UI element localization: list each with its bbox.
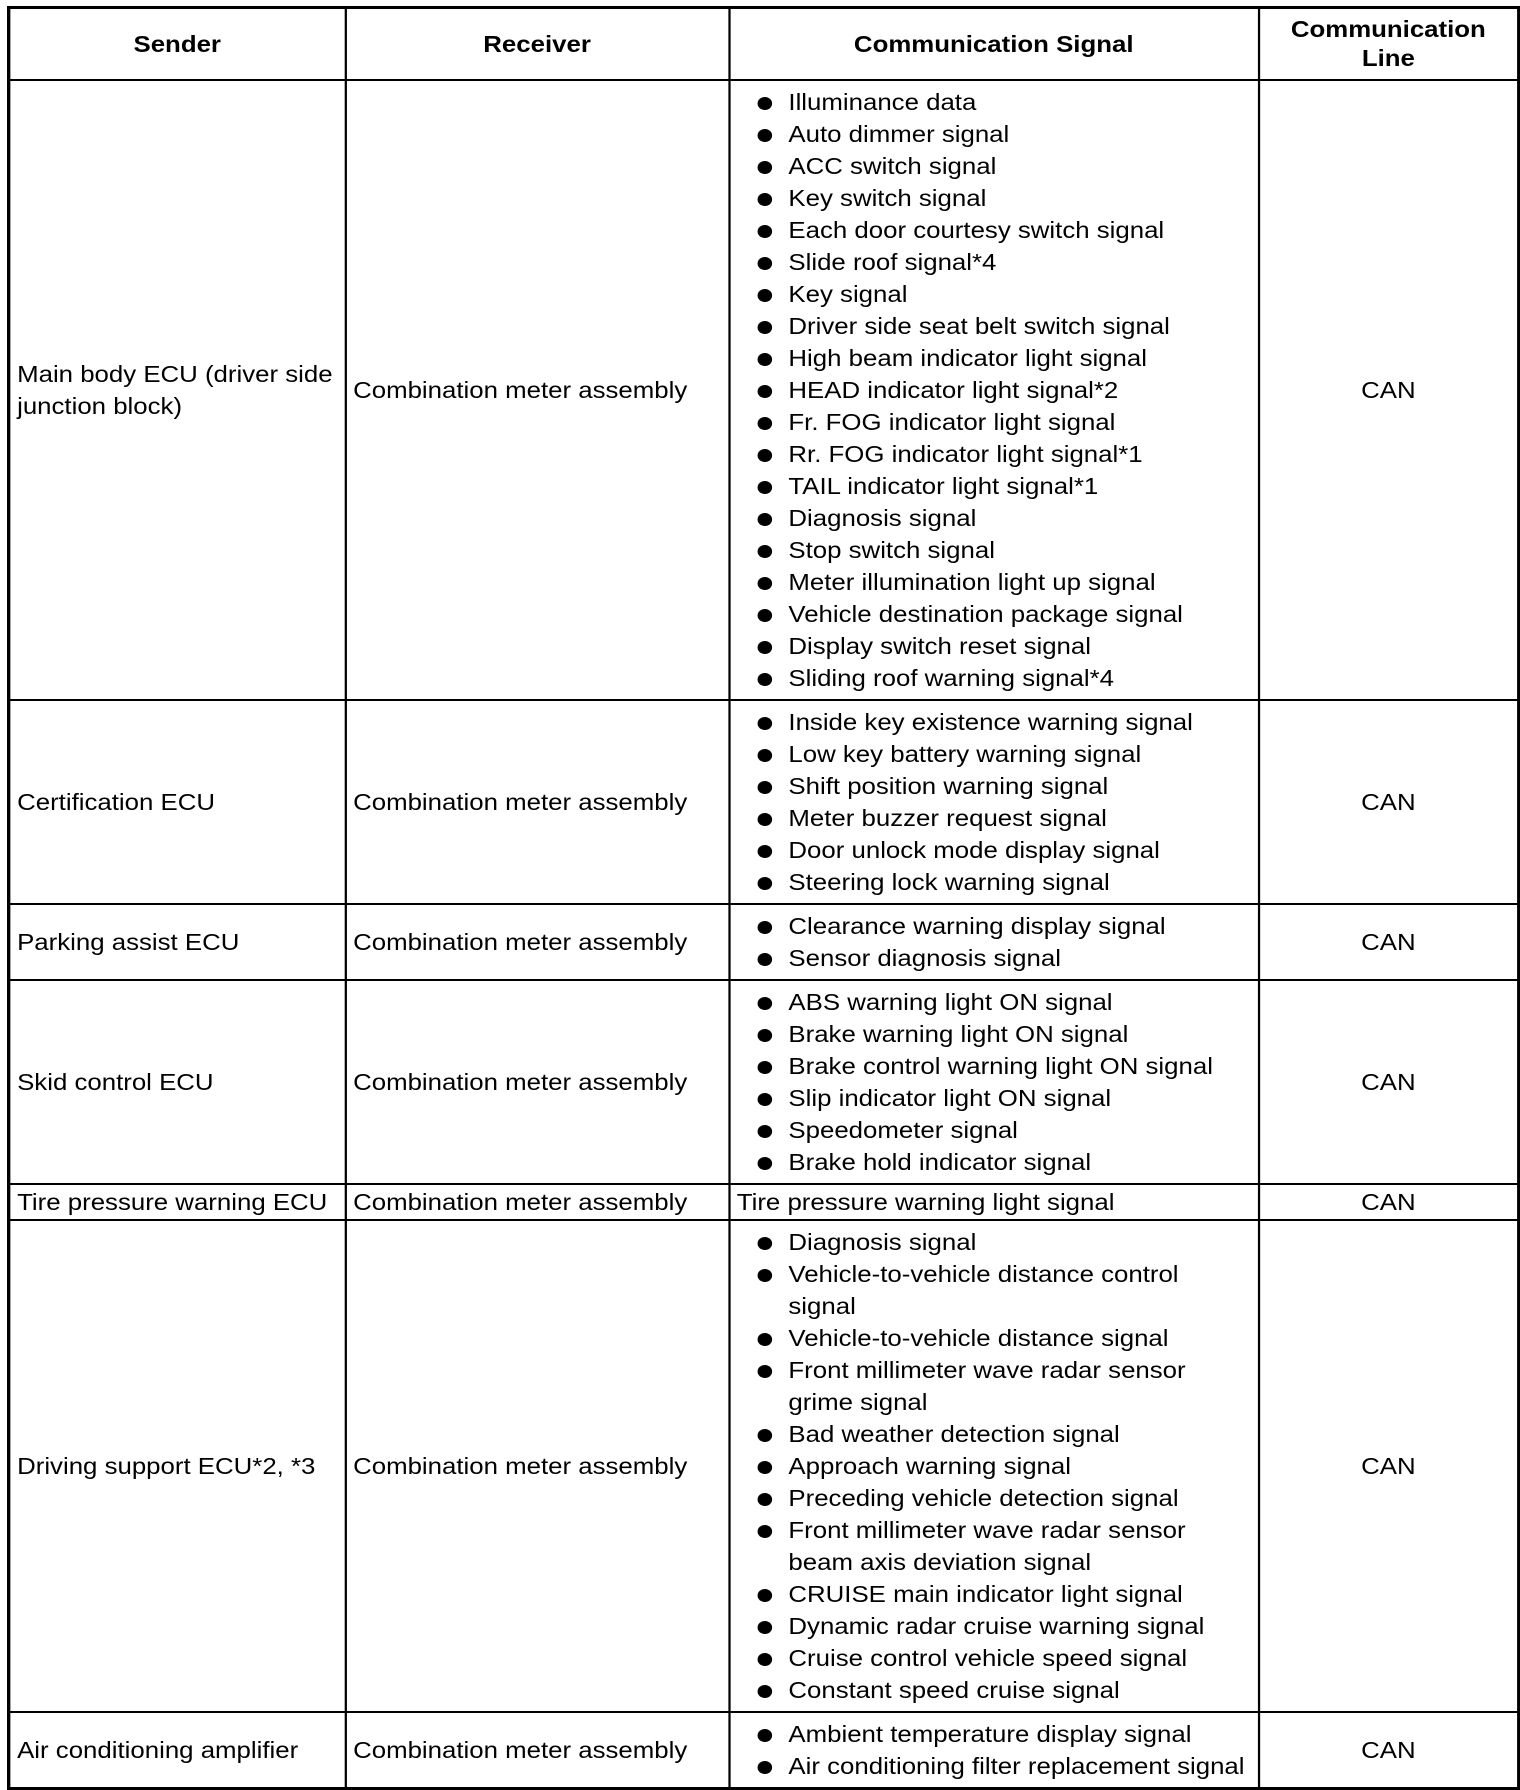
- communication-line-cell: CAN: [1258, 980, 1518, 1184]
- signal-item: Sliding roof warning signal*4: [753, 662, 1251, 694]
- signal-item: Dynamic radar cruise warning signal: [753, 1610, 1251, 1642]
- sender-cell: Tire pressure warning ECU: [9, 1184, 346, 1220]
- receiver-cell: Combination meter assembly: [345, 1184, 729, 1220]
- signal-item: Constant speed cruise signal: [753, 1674, 1251, 1706]
- signal-item: Cruise control vehicle speed signal: [753, 1642, 1251, 1674]
- table-row: [9, 1220, 1519, 1712]
- signal-cell: [729, 1220, 1259, 1712]
- signal-item: Shift position warning signal: [753, 770, 1251, 802]
- signal-item: Inside key existence warning signal: [753, 706, 1251, 738]
- header-communication-signal: Communication Signal: [729, 8, 1259, 81]
- table-row: [9, 904, 1519, 980]
- signal-item: HEAD indicator light signal*2: [753, 374, 1251, 406]
- signal-item: Brake hold indicator signal: [753, 1146, 1251, 1178]
- signal-item: Key switch signal: [753, 182, 1251, 214]
- signal-item: Vehicle-to-vehicle distance signal: [753, 1322, 1251, 1354]
- table-row: [9, 1184, 1519, 1220]
- sender-cell: Parking assist ECU: [9, 904, 346, 980]
- signal-item: Fr. FOG indicator light signal: [753, 406, 1251, 438]
- signal-item: Low key battery warning signal: [753, 738, 1251, 770]
- communication-line-cell: CAN: [1258, 1184, 1518, 1220]
- signal-item: Bad weather detection signal: [753, 1418, 1251, 1450]
- signal-list: [753, 910, 1251, 974]
- signal-item: Illuminance data: [753, 86, 1251, 118]
- signal-item: Stop switch signal: [753, 534, 1251, 566]
- signal-item: Auto dimmer signal: [753, 118, 1251, 150]
- header-receiver: Receiver: [345, 8, 729, 81]
- table-row: [9, 80, 1519, 700]
- table-row: [9, 700, 1519, 904]
- signal-item: Brake control warning light ON signal: [753, 1050, 1251, 1082]
- receiver-cell: Combination meter assembly: [345, 80, 729, 700]
- signal-cell: [729, 700, 1259, 904]
- signal-item: ABS warning light ON signal: [753, 986, 1251, 1018]
- header-line-part-2: Line: [1361, 45, 1415, 71]
- signal-cell: [729, 904, 1259, 980]
- signal-item: Each door courtesy switch signal: [753, 214, 1251, 246]
- signal-item: Front millimeter wave radar sensor grime signal: [753, 1354, 1251, 1418]
- signal-cell: Tire pressure warning light signal: [729, 1184, 1259, 1220]
- signal-item: High beam indicator light signal: [753, 342, 1251, 374]
- signal-item: Vehicle-to-vehicle distance control signal: [753, 1258, 1251, 1322]
- signal-item: Air conditioning filter replacement signal: [753, 1750, 1251, 1782]
- signal-cell: [729, 80, 1259, 700]
- signal-item: Diagnosis signal: [753, 1226, 1251, 1258]
- signal-item: ACC switch signal: [753, 150, 1251, 182]
- receiver-cell: Combination meter assembly: [345, 904, 729, 980]
- signal-item: Rr. FOG indicator light signal*1: [753, 438, 1251, 470]
- signal-item: Sensor diagnosis signal: [753, 942, 1251, 974]
- signal-list: [753, 86, 1251, 694]
- signal-item: Meter buzzer request signal: [753, 802, 1251, 834]
- signal-item: TAIL indicator light signal*1: [753, 470, 1251, 502]
- sender-cell: Skid control ECU: [9, 980, 346, 1184]
- signal-list: [753, 1718, 1251, 1782]
- communication-line-cell: CAN: [1258, 80, 1518, 700]
- signal-list: [753, 986, 1251, 1178]
- table-row: [9, 980, 1519, 1184]
- receiver-cell: Combination meter assembly: [345, 1712, 729, 1789]
- signal-item: Meter illumination light up signal: [753, 566, 1251, 598]
- signal-item: Slide roof signal*4: [753, 246, 1251, 278]
- signal-cell: [729, 980, 1259, 1184]
- communication-table: [7, 6, 1520, 1790]
- signal-item: Door unlock mode display signal: [753, 834, 1251, 866]
- sender-cell: Driving support ECU*2, *3: [9, 1220, 346, 1712]
- header-communication-line: [1258, 8, 1518, 81]
- signal-cell: [729, 1712, 1259, 1789]
- signal-item: Driver side seat belt switch signal: [753, 310, 1251, 342]
- signal-list: [753, 1226, 1251, 1706]
- sender-cell: Certification ECU: [9, 700, 346, 904]
- communication-line-cell: CAN: [1258, 700, 1518, 904]
- signal-item: CRUISE main indicator light signal: [753, 1578, 1251, 1610]
- header-row: [9, 8, 1519, 81]
- signal-item: Approach warning signal: [753, 1450, 1251, 1482]
- signal-item: Ambient temperature display signal: [753, 1718, 1251, 1750]
- sender-cell: Air conditioning amplifier: [9, 1712, 346, 1789]
- communication-line-cell: CAN: [1258, 1220, 1518, 1712]
- communication-line-cell: CAN: [1258, 1712, 1518, 1789]
- receiver-cell: Combination meter assembly: [345, 980, 729, 1184]
- signal-list: [753, 706, 1251, 898]
- communication-line-cell: CAN: [1258, 904, 1518, 980]
- signal-item: Speedometer signal: [753, 1114, 1251, 1146]
- signal-item: Key signal: [753, 278, 1251, 310]
- signal-item: Slip indicator light ON signal: [753, 1082, 1251, 1114]
- header-sender: Sender: [9, 8, 346, 81]
- signal-item: Diagnosis signal: [753, 502, 1251, 534]
- signal-item: Display switch reset signal: [753, 630, 1251, 662]
- signal-item: Preceding vehicle detection signal: [753, 1482, 1251, 1514]
- receiver-cell: Combination meter assembly: [345, 1220, 729, 1712]
- signal-item: Front millimeter wave radar sensor beam axis deviation signal: [753, 1514, 1251, 1578]
- signal-item: Clearance warning display signal: [753, 910, 1251, 942]
- signal-item: Vehicle destination package signal: [753, 598, 1251, 630]
- header-line-part-1: Communication: [1290, 16, 1486, 42]
- signal-item: Steering lock warning signal: [753, 866, 1251, 898]
- signal-item: Brake warning light ON signal: [753, 1018, 1251, 1050]
- receiver-cell: Combination meter assembly: [345, 700, 729, 904]
- sender-cell: Main body ECU (driver side junction block): [9, 80, 346, 700]
- table-row: [9, 1712, 1519, 1789]
